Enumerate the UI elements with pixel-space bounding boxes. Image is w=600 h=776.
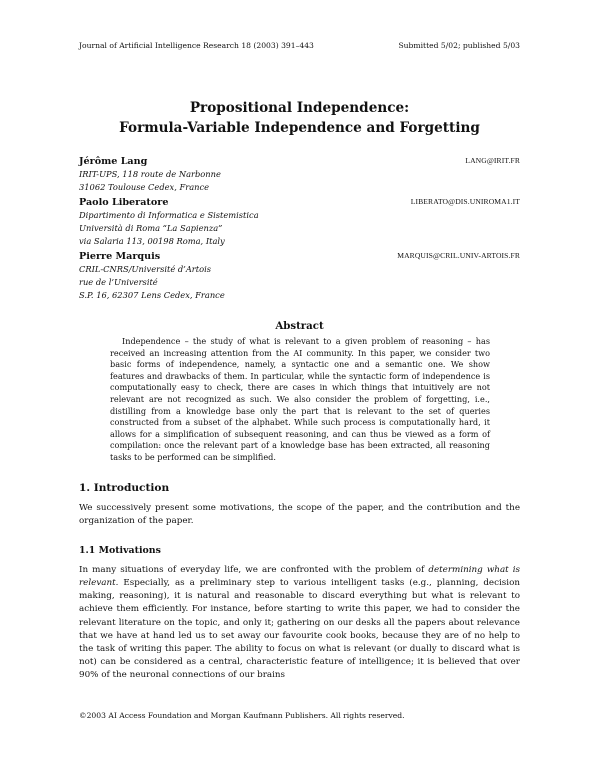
author-entry xyxy=(79,250,520,302)
submission-dates: Submitted 5/02; published 5/03 xyxy=(398,41,520,50)
affiliation-line: S.P. 16, 62307 Lens Cedex, France xyxy=(79,290,225,300)
author-name: Pierre Marquis xyxy=(79,251,161,262)
affiliation-line: Dipartimento di Informatica e Sistemistica xyxy=(79,210,259,220)
title-line-1: Propositional Independence: xyxy=(189,100,410,116)
motivations-paragraph xyxy=(79,564,520,682)
paragraph-text: In many situations of everyday life, we are confronted with the problem of xyxy=(79,565,429,575)
author-name: Jérôme Lang xyxy=(79,156,148,167)
affiliation-line: IRIT-UPS, 118 route de Narbonne xyxy=(79,169,221,179)
copyright-footer: ©2003 AI Access Foundation and Morgan Kaufmann Publishers. All rights reserved. xyxy=(79,711,405,720)
emphasized-text: determining what is relevant. xyxy=(79,565,520,589)
introduction-paragraph: We successively present some motivations, the scope of the paper, and the contribution and the organization of the paper. xyxy=(79,503,520,526)
affiliation-line: via Salaria 113, 00198 Roma, Italy xyxy=(79,236,225,246)
author-email: LIBERATO@DIS.UNIROMA1.IT xyxy=(410,197,520,206)
author-name: Paolo Liberatore xyxy=(79,197,169,208)
author-block xyxy=(79,155,520,304)
author-email: LANG@IRIT.FR xyxy=(465,156,520,165)
section-heading-introduction: 1. Introduction xyxy=(79,482,170,494)
affiliation-line: CRIL-CNRS/Université d’Artois xyxy=(79,264,212,274)
paragraph-text: Especially, as a preliminary step to various intelligent tasks (e.g., planning, decision making, reasoning), it is natural and reasonable to discard everything but what is relevant to achieve them efficiently. For instance, before starting to write this paper, we had to consider the relevant literature on the topic, and only it; gathering on our desks all the papers about relevance that we have at hand led us to set away our favourite cook books, because they are of no help to the task of writing this paper. The ability to focus on what is relevant (or dually to discard what is not) can be considered as a central, characteristic feature of intelligence; it is believed that over 90% of the neuronal connections of our brains xyxy=(79,578,520,681)
journal-citation: Journal of Artificial Intelligence Research 18 (2003) 391–443 xyxy=(79,41,314,50)
author-entry xyxy=(79,155,520,194)
abstract-heading: Abstract xyxy=(275,320,324,332)
subsection-heading-motivations: 1.1 Motivations xyxy=(79,545,161,556)
title-line-2: Formula-Variable Independence and Forgetting xyxy=(119,120,480,136)
affiliation-line: Università di Roma “La Sapienza” xyxy=(79,223,223,233)
affiliation-line: 31062 Toulouse Cedex, France xyxy=(79,182,210,192)
running-header xyxy=(79,41,520,50)
author-email: MARQUIS@CRIL.UNIV-ARTOIS.FR xyxy=(397,251,520,260)
paper-title xyxy=(79,98,520,138)
affiliation-line: rue de l’Université xyxy=(79,277,158,287)
abstract-text: Independence – the study of what is relevant to a given problem of reasoning – has received an increasing attention from the AI community. In this paper, we consider two basic forms of independence, namely, a syntactic one and a semantic one. We show features and drawbacks of them. In particular, while the syntactic form of independence is computationally easy to check, there are cases in which things that intuitively are not relevant are not recognized as such. We also consider the problem of forgetting, i.e., distilling from a knowledge base only the part that is relevant to the set of queries constructed from a subset of the alphabet. While such process is computationally hard, it allows for a simplification of subsequent reasoning, and can thus be viewed as a form of compilation: once the relevant part of a knowledge base has been extracted, all reasoning tasks to be performed can be simplified. xyxy=(110,336,490,462)
author-entry xyxy=(79,196,520,248)
